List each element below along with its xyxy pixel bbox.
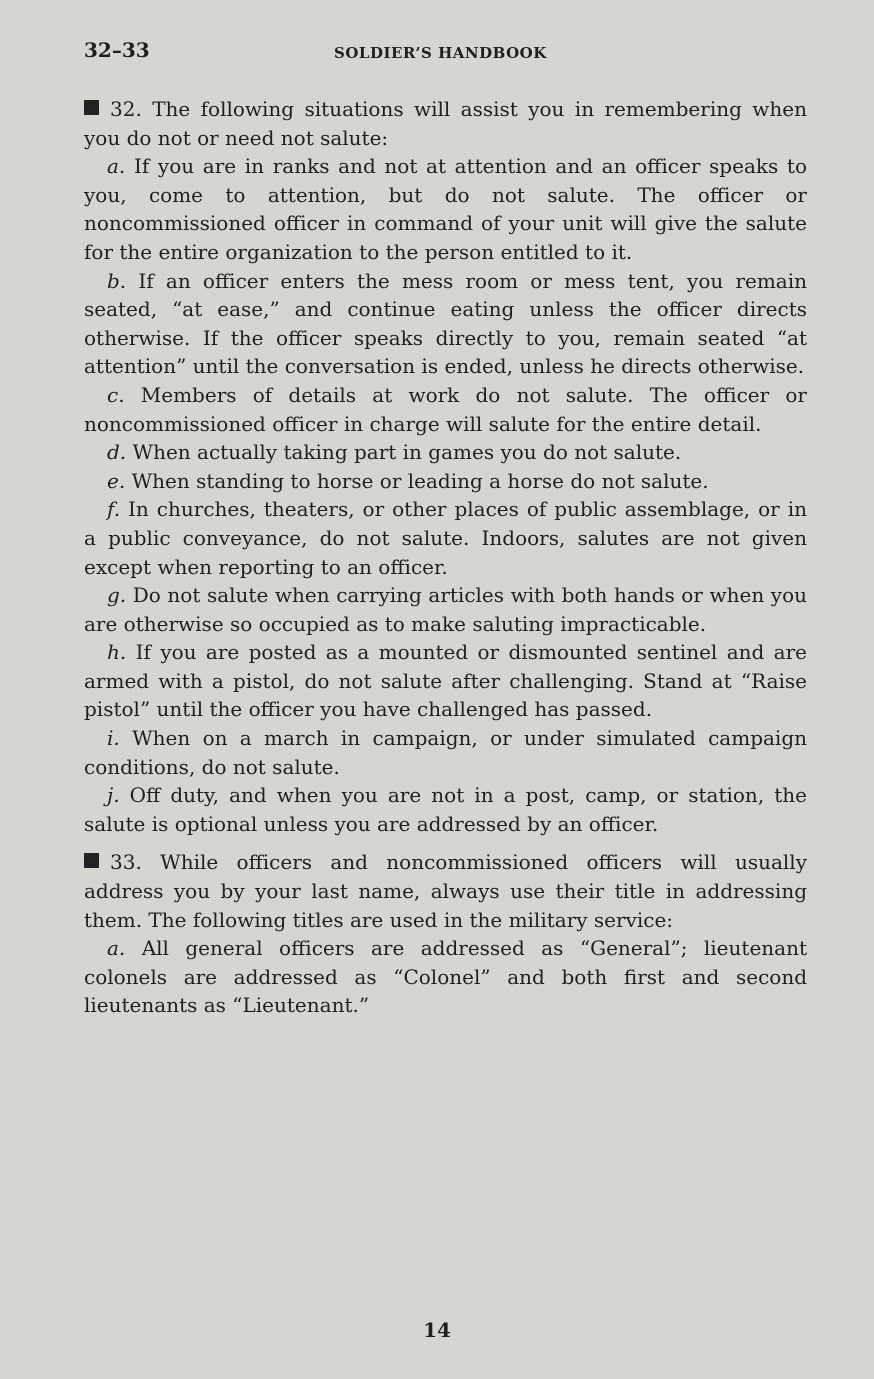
list-item bbox=[84, 438, 807, 467]
section-intro-text: While officers and noncommissioned officers will usually address you by your last name, always use their title in addressing them. The following titles are used in the military service: bbox=[84, 850, 807, 932]
running-title: SOLDIER’S HANDBOOK bbox=[334, 44, 547, 62]
section-number: 33. bbox=[110, 850, 142, 875]
item-letter: a. bbox=[107, 936, 126, 961]
item-text: If you are in ranks and not at attention and an officer speaks to you, come to attention, but do not salute. The officer or noncommissioned officer in command of your unit will give the salute for the entire organization to the person entitled to it. bbox=[84, 154, 807, 264]
section-range: 32–33 bbox=[84, 38, 150, 62]
list-item bbox=[84, 267, 807, 381]
item-text: If an officer enters the mess room or mess tent, you remain seated, “at ease,” and continue eating unless the officer directs otherwise. If the officer speaks directly to you, remain seated “at attention” until the conversation is ended, unless he directs otherwise. bbox=[84, 268, 808, 379]
item-letter: c. bbox=[107, 382, 125, 407]
item-letter: d. bbox=[107, 440, 127, 465]
item-text: Off duty, and when you are not in a post, camp, or station, the salute is optional unless you are addressed by an officer. bbox=[84, 783, 807, 836]
list-item bbox=[84, 581, 807, 638]
item-text: When actually taking part in games you do not salute. bbox=[132, 440, 682, 465]
item-letter: a. bbox=[107, 154, 126, 179]
list-item bbox=[84, 781, 807, 838]
item-text: In churches, theaters, or other places of public assemblage, or in a public conveyance, do not salute. Indoors, salutes are not given except when reporting to an officer. bbox=[84, 497, 807, 579]
section-intro-text: The following situations will assist you in remembering when you do not or need not salute: bbox=[84, 97, 807, 150]
item-text: Members of details at work do not salute. The officer or noncommissioned officer in charge will salute for the entire detail. bbox=[84, 382, 807, 436]
page-number: 14 bbox=[423, 1318, 451, 1342]
item-letter: b. bbox=[107, 268, 127, 293]
list-item bbox=[84, 495, 807, 581]
item-text: When on a march in campaign, or under simulated campaign conditions, do not salute. bbox=[84, 726, 807, 779]
list-item bbox=[84, 934, 807, 1020]
list-item bbox=[84, 381, 807, 438]
section-intro bbox=[84, 95, 807, 152]
item-letter: e. bbox=[107, 468, 126, 493]
item-text: All general officers are addressed as “General”; lieutenant colonels are addressed as “Colonel” and both first and second lieutenants as “Lieutenant.” bbox=[84, 936, 807, 1018]
list-item bbox=[84, 724, 807, 781]
item-letter: j. bbox=[107, 783, 120, 808]
body-text bbox=[84, 95, 807, 1020]
item-letter: h. bbox=[107, 640, 127, 665]
section-marker-icon bbox=[84, 100, 99, 115]
section-intro bbox=[84, 848, 807, 934]
item-letter: f. bbox=[107, 497, 121, 522]
page-header bbox=[84, 38, 808, 68]
section-32 bbox=[84, 95, 807, 838]
list-item bbox=[84, 467, 807, 496]
section-marker-icon bbox=[84, 853, 99, 868]
item-letter: i. bbox=[107, 726, 120, 751]
item-text: Do not salute when carrying articles with both hands or when you are otherwise so occupied as to make saluting impracticable. bbox=[84, 583, 808, 636]
section-number: 32. bbox=[110, 97, 142, 121]
item-letter: g. bbox=[107, 583, 127, 608]
list-item bbox=[84, 638, 807, 724]
item-text: If you are posted as a mounted or dismounted sentinel and are armed with a pistol, do not salute after challenging. Stand at “Raise pistol” until the officer you have challenged has passed. bbox=[84, 640, 808, 722]
list-item bbox=[84, 152, 807, 266]
item-text: When standing to horse or leading a horse do not salute. bbox=[131, 468, 709, 493]
section-33 bbox=[84, 848, 807, 1020]
